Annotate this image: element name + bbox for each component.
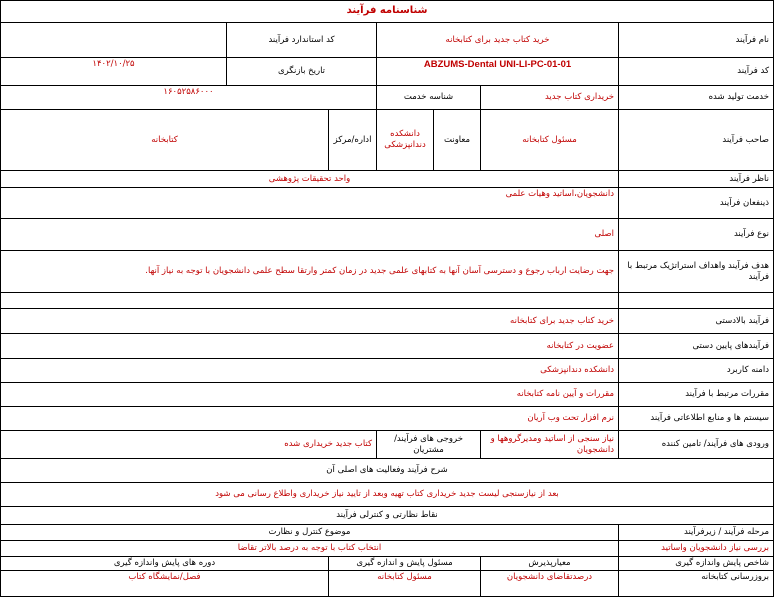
beneficiaries-value: دانشجویان،اساتید وهیات علمی (1, 188, 619, 219)
supervisor-label: ناظر فرآیند (619, 171, 774, 188)
owner-label: صاحب فرآیند (619, 110, 774, 171)
type-value: اصلی (1, 219, 619, 251)
measure-value-indicator: بروزرسانی کتابخانه (619, 571, 774, 597)
sheet-title: شناسنامه فرآیند (1, 1, 774, 23)
process-name-value: خرید کتاب جدید برای کتابخانه (377, 23, 619, 58)
regulations-label: مقررات مرتبط با فرآیند (619, 383, 774, 407)
dept-value: کتابخانه (1, 110, 329, 171)
inputs-label: ورودی های فرآیند/ تامین کننده (619, 431, 774, 459)
systems-label: سیستم ها و منابع اطلاعاتی فرآیند (619, 407, 774, 431)
review-date-label: تاریخ بازنگری (227, 58, 377, 86)
empty-label (619, 293, 774, 309)
stage-value: بررسی نیاز دانشجویان واساتید (619, 541, 774, 557)
description-label: شرح فرآیند وفعالیت های اصلی آن (1, 459, 774, 483)
std-code-label: کد استاندارد فرآیند (227, 23, 377, 58)
service-id-label: شناسه خدمت (377, 86, 481, 110)
measure-header-indicator: شاخص پایش واندازه گیری (619, 557, 774, 571)
dept-label: اداره/مرکز (329, 110, 377, 171)
stage-label: مرحله فرآیند / زیرفرآیند (619, 525, 774, 541)
description-value: بعد از نیازسنجی لیست جدید خریداری کتاب تهیه وبعد از تایید نیاز خریداری واطلاع رسانی می شود (1, 483, 774, 507)
measure-header-period: دوره های پایش واندازه گیری (1, 557, 329, 571)
service-id-value: ۱۶۰۵۲۵۸۶۰۰۰ (1, 86, 377, 110)
inputs-value: نیاز سنجی از اساتید ومدیرگروهها و دانشجویان (481, 431, 619, 459)
systems-value: نرم افزار تحت وب آریان (1, 407, 619, 431)
measure-value-criteria: درصدتقاضای دانشجویان (481, 571, 619, 597)
outputs-label: خروجی های فرآیند/ مشتریان (377, 431, 481, 459)
review-date-value: ۱۴۰۲/۱۰/۲۵ (1, 58, 227, 86)
upstream-value: خرید کتاب جدید برای کتابخانه (1, 309, 619, 334)
subject-label: موضوع کنترل و نظارت (1, 525, 619, 541)
deputy-label: معاونت (434, 110, 481, 171)
downstream-value: عضویت در کتابخانه (1, 334, 619, 359)
measure-value-period: فصل/نمایشگاه کتاب (1, 571, 329, 597)
scope-label: دامنه کاربرد (619, 359, 774, 383)
beneficiaries-label: ذینفعان فرآیند (619, 188, 774, 219)
process-code-value: ABZUMS-Dental UNI-LI-PC-01-01 (377, 58, 619, 86)
measure-header-criteria: معیارپذیرش (481, 557, 619, 571)
regulations-value: مقررات و آیین نامه کتابخانه (1, 383, 619, 407)
process-code-label: کد فرآیند (619, 58, 774, 86)
service-value: خریداری کتاب جدید (481, 86, 619, 110)
empty-value (1, 293, 619, 309)
downstream-label: فرآیندهای پایین دستی (619, 334, 774, 359)
control-label: نقاط نظارتی و کنترلی فرآیند (1, 507, 774, 525)
goal-label: هدف فرآیند واهداف استراتژیک مرتبط با فرآیند (619, 251, 774, 293)
outputs-value: کتاب جدید خریداری شده (1, 431, 377, 459)
scope-value: دانشکده دندانپزشکی (1, 359, 619, 383)
type-label: نوع فرآیند (619, 219, 774, 251)
measure-header-responsible: مسئول پایش و اندازه گیری (329, 557, 481, 571)
subject-value: انتخاب کتاب با توجه به درصد بالاتر تقاضا (1, 541, 619, 557)
supervisor-value: واحد تحقیقات پژوهشی (1, 171, 619, 188)
goal-value: جهت رضایت ارباب رجوع و دسترسی آسان آنها به کتابهای علمی جدید در زمان کمتر وارتقا سطح علمی دانشجویان با توجه به نیاز آنها. (1, 251, 619, 293)
std-code-value (1, 23, 227, 58)
service-label: خدمت تولید شده (619, 86, 774, 110)
process-name-label: نام فرآیند (619, 23, 774, 58)
owner-role: مسئول کتابخانه (481, 110, 619, 171)
measure-value-responsible: مسئول کتابخانه (329, 571, 481, 597)
deputy-value: دانشکده دندانپزشکی (377, 110, 434, 171)
upstream-label: فرآیند بالادستی (619, 309, 774, 334)
